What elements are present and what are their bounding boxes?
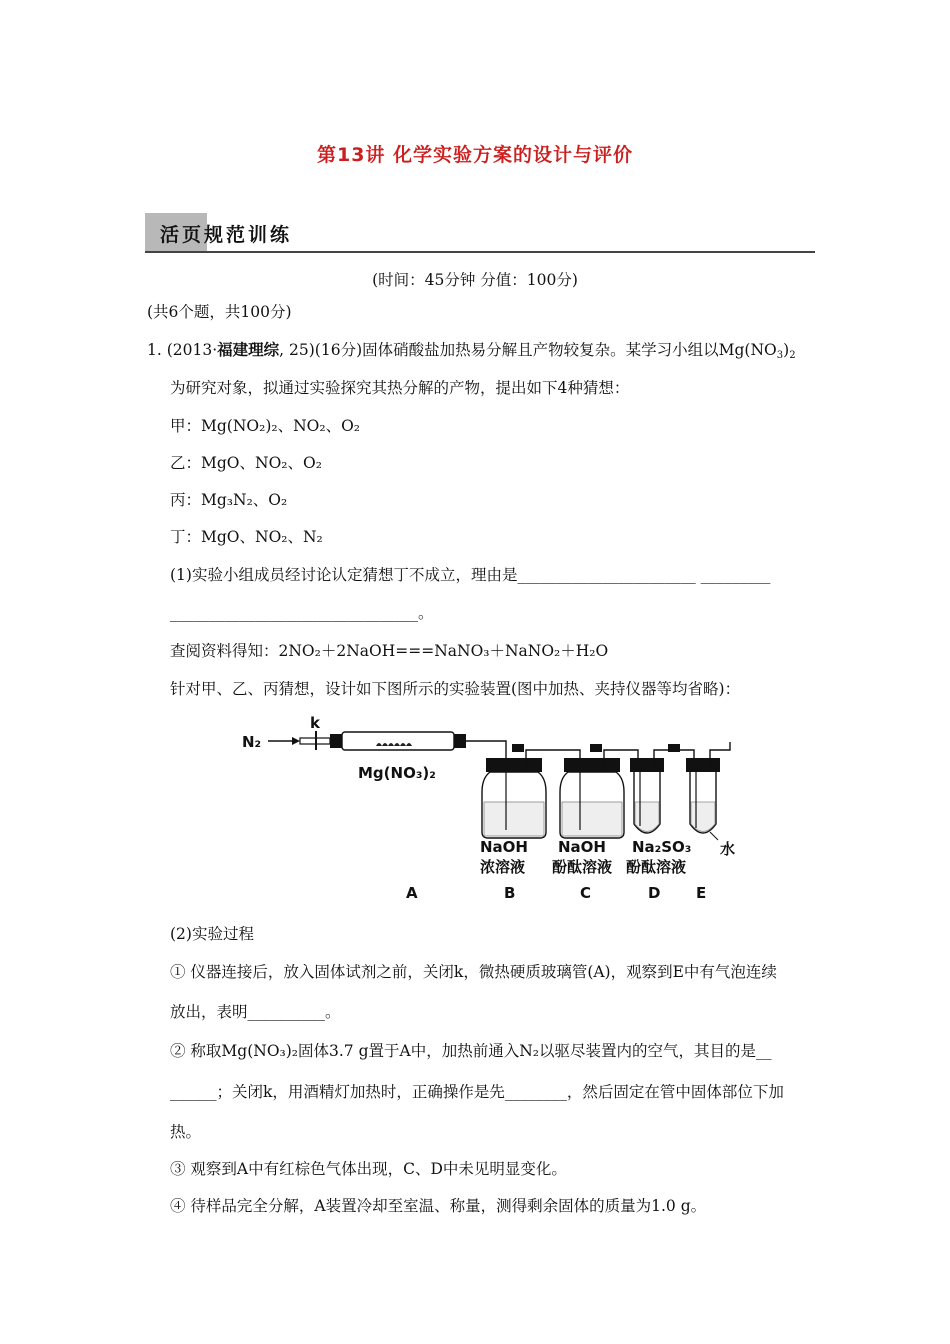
question1-number: 1. (147, 341, 162, 359)
tube-d-reagent: Na₂SO₃ (632, 838, 692, 856)
tube-d-liquid (635, 802, 659, 832)
step2-line2: ______；关闭k，用酒精灯加热时，正确操作是先________，然后固定在管中固体部位下加 (170, 1083, 784, 1101)
tube-d-desc: 酚酞溶液 (626, 858, 687, 876)
question1-line1 (147, 338, 796, 361)
apparatus-diagram (230, 706, 750, 906)
bottle-c-desc: 酚酞溶液 (552, 858, 613, 876)
step2-line1: ② 称取Mg(NO₃)₂固体3.7 g置于A中，加热前通入N₂以驱尽装置内的空气，其目的是__ (170, 1042, 772, 1060)
label-a: A (406, 884, 418, 902)
solid-sample (376, 743, 412, 746)
glass-tube-a (342, 732, 454, 750)
guess-yi: 乙：MgO、NO₂、O₂ (170, 454, 322, 472)
section-header-text (160, 220, 292, 247)
label-d: D (648, 884, 661, 902)
gas-label: N₂ (242, 733, 262, 751)
bottle-b-liquid (484, 802, 544, 836)
tube-e-label: 水 (720, 840, 736, 858)
tube-e-stopper (686, 758, 720, 772)
part1-line1: (1)实验小组成员经讨论认定猜想丁不成立，理由是_______________________ _________ (170, 566, 771, 584)
guess-bing: 丙：Mg₃N₂、O₂ (170, 491, 288, 509)
question-summary: (共6个题，共100分) (147, 303, 292, 321)
page-title: 第13讲 化学实验方案的设计与评价 (316, 144, 634, 166)
connector-a-b (466, 741, 506, 758)
bottle-c-liquid (562, 802, 622, 836)
question1-intro-sub3: 3 (776, 350, 784, 361)
joint-b (512, 744, 524, 752)
question1-intro-paren: ) (783, 341, 790, 359)
bottle-b-reagent: NaOH (480, 838, 528, 856)
guess-jia: 甲：Mg(NO₂)₂、NO₂、O₂ (170, 417, 360, 435)
section-suffix: 规范训练 (204, 224, 293, 246)
joint-d (668, 744, 680, 752)
question1-intro-sub2: 2 (789, 350, 796, 361)
label-b: B (504, 884, 516, 902)
bottle-b-desc: 浓溶液 (480, 858, 526, 876)
question1-line2: 为研究对象，拟通过实验探究其热分解的产物，提出如下4种猜想： (170, 379, 630, 397)
section-rule (145, 251, 815, 253)
stopper-right (454, 734, 466, 748)
section-header (145, 213, 815, 253)
step4: ④ 待样品完全分解，A装置冷却至室温、称量，测得剩余固体的质量为1.0 g。 (170, 1197, 707, 1215)
step3: ③ 观察到A中有红棕色气体出现，C、D中未见明显变化。 (170, 1160, 567, 1178)
step1-line1: ① 仪器连接后，放入固体试剂之前，关闭k，微热硬质玻璃管(A)，观察到E中有气泡连续 (170, 963, 777, 981)
question1-source-post: , 25)(16分) (279, 341, 363, 359)
tube-reagent-label: Mg(NO₃)₂ (358, 764, 436, 782)
reference-equation: 查阅资料得知：2NO₂＋2NaOH===NaNO₃＋NaNO₂＋H₂O (170, 642, 609, 660)
apparatus-intro: 针对甲、乙、丙猜想，设计如下图所示的实验装置(图中加热、夹持仪器等均省略)： (170, 680, 741, 698)
part1-line2: ________________________________。 (170, 604, 434, 622)
guess-ding: 丁：MgO、NO₂、N₂ (170, 528, 323, 546)
tube-e-liquid (691, 802, 715, 832)
section-prefix: 活页 (160, 224, 205, 246)
label-e: E (696, 884, 707, 902)
bottle-c-stopper (564, 758, 620, 772)
valve-label: k (310, 714, 320, 732)
question1-intro: 固体硝酸盐加热易分解且产物较复杂。某学习小组以Mg(NO (362, 341, 777, 359)
step2-line3: 热。 (170, 1123, 202, 1141)
joint-c (590, 744, 602, 752)
gas-arrow-head (292, 737, 300, 745)
tube-d-stopper (630, 758, 664, 772)
stopper-left (330, 734, 342, 748)
bottle-b-stopper (486, 758, 542, 772)
bottle-c-reagent: NaOH (558, 838, 606, 856)
step1-line2: 放出，表明__________。 (170, 1003, 341, 1021)
time-score-info: (时间：45分钟 分值：100分) (372, 271, 578, 289)
question1-source-pre: (2013· (166, 341, 218, 359)
water-pointer (710, 832, 718, 840)
part2-title: (2)实验过程 (170, 925, 254, 943)
label-c: C (580, 884, 592, 902)
question1-source-bold: 福建理综 (217, 341, 280, 359)
